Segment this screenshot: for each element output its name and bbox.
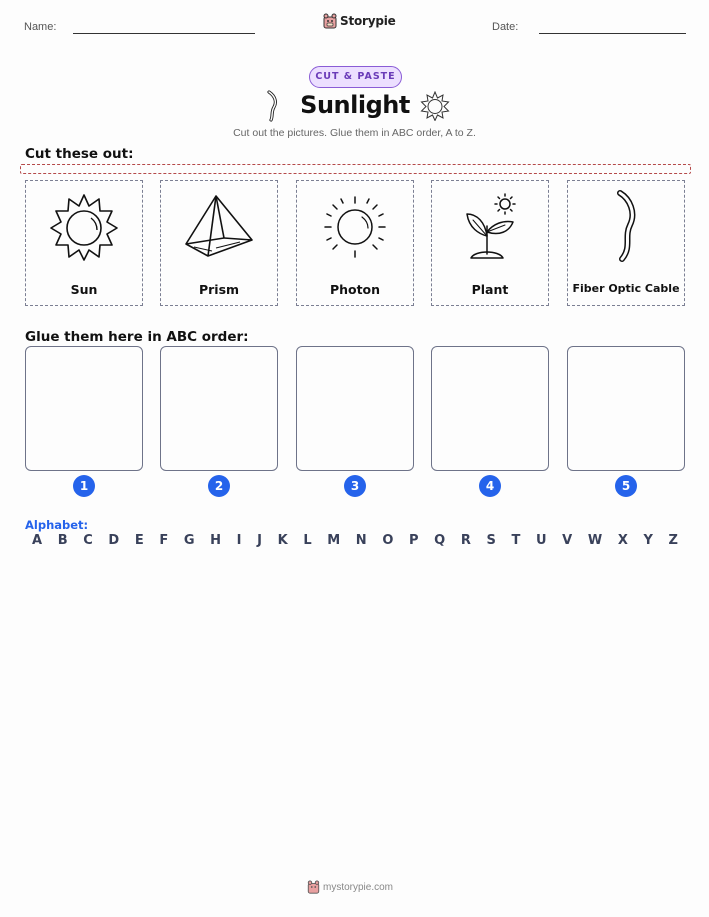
alphabet-letter: W xyxy=(587,533,603,548)
card-label: Plant xyxy=(471,282,509,297)
sun-icon xyxy=(49,192,119,262)
card-label: Sun xyxy=(70,282,98,297)
glue-slot[interactable] xyxy=(296,346,414,471)
alphabet-letter: V xyxy=(562,533,573,548)
alphabet-letter: Q xyxy=(434,533,446,548)
cutout-card-photon[interactable] xyxy=(296,180,414,306)
photon-icon xyxy=(322,194,388,260)
card-label: Prism xyxy=(198,282,240,297)
cutout-card-fiber-optic-cable[interactable] xyxy=(567,180,685,306)
name-line[interactable] xyxy=(73,33,255,34)
alphabet-letter: B xyxy=(57,533,68,548)
card-label: Photon xyxy=(329,282,381,297)
cut-paste-badge: CUT & PASTE xyxy=(309,66,402,88)
glue-slot[interactable] xyxy=(25,346,143,471)
glue-slot[interactable] xyxy=(431,346,549,471)
brand-name: Storypie xyxy=(340,14,396,28)
cutout-card-plant[interactable] xyxy=(431,180,549,306)
instructions: Cut out the pictures. Glue them in ABC order, A to Z. xyxy=(233,127,476,139)
alphabet-letter: G xyxy=(183,533,195,548)
alphabet-letter: E xyxy=(134,533,144,548)
slot-number: 1 xyxy=(73,475,95,497)
footer-brand xyxy=(307,880,393,894)
alphabet-label: Alphabet: xyxy=(25,518,89,532)
slot-number: 4 xyxy=(479,475,501,497)
alphabet-letter: X xyxy=(617,533,628,548)
page-title: Sunlight xyxy=(300,91,410,119)
alphabet-letter: M xyxy=(327,533,341,548)
alphabet-letter: A xyxy=(32,533,43,548)
prism-icon xyxy=(182,192,256,262)
fiber-optic-cable-icon xyxy=(265,90,281,122)
glue-slot[interactable] xyxy=(567,346,685,471)
fiber-optic-cable-icon xyxy=(606,189,646,265)
alphabet-letter: O xyxy=(382,533,394,548)
alphabet-letter: J xyxy=(257,533,262,548)
name-label: Name: xyxy=(24,21,57,33)
alphabet-letter: Z xyxy=(668,533,678,548)
alphabet-letter: N xyxy=(355,533,367,548)
date-line[interactable] xyxy=(539,33,686,34)
cut-line xyxy=(20,164,691,174)
alphabet-letter: L xyxy=(303,533,312,548)
footer-url[interactable]: mystorypie.com xyxy=(323,881,394,893)
slot-number: 3 xyxy=(344,475,366,497)
alphabet-letter: I xyxy=(236,533,242,548)
slot-number: 2 xyxy=(208,475,230,497)
storypie-bear-icon xyxy=(323,13,337,29)
alphabet-letter: P xyxy=(409,533,419,548)
cutout-card-prism[interactable] xyxy=(160,180,278,306)
storypie-logo xyxy=(323,13,396,29)
alphabet-letter: H xyxy=(210,533,222,548)
cut-heading: Cut these out: xyxy=(25,146,134,162)
card-label: Fiber Optic Cable xyxy=(572,282,680,295)
date-label: Date: xyxy=(492,21,519,33)
alphabet-letter: K xyxy=(277,533,288,548)
alphabet-letter: U xyxy=(535,533,547,548)
glue-slot[interactable] xyxy=(160,346,278,471)
alphabet-letter: Y xyxy=(643,533,653,548)
alphabet-letter: T xyxy=(511,533,521,548)
alphabet-letter: D xyxy=(108,533,120,548)
alphabet-letter: S xyxy=(486,533,496,548)
cutout-card-sun[interactable] xyxy=(25,180,143,306)
alphabet-letter: C xyxy=(83,533,93,548)
alphabet-letter: F xyxy=(159,533,169,548)
glue-heading: Glue them here in ABC order: xyxy=(25,329,249,345)
storypie-bear-icon xyxy=(307,880,320,894)
plant-icon xyxy=(459,192,521,262)
sun-icon xyxy=(420,91,450,121)
alphabet-letter: R xyxy=(460,533,471,548)
slot-number: 5 xyxy=(615,475,637,497)
alphabet-row xyxy=(32,533,678,548)
